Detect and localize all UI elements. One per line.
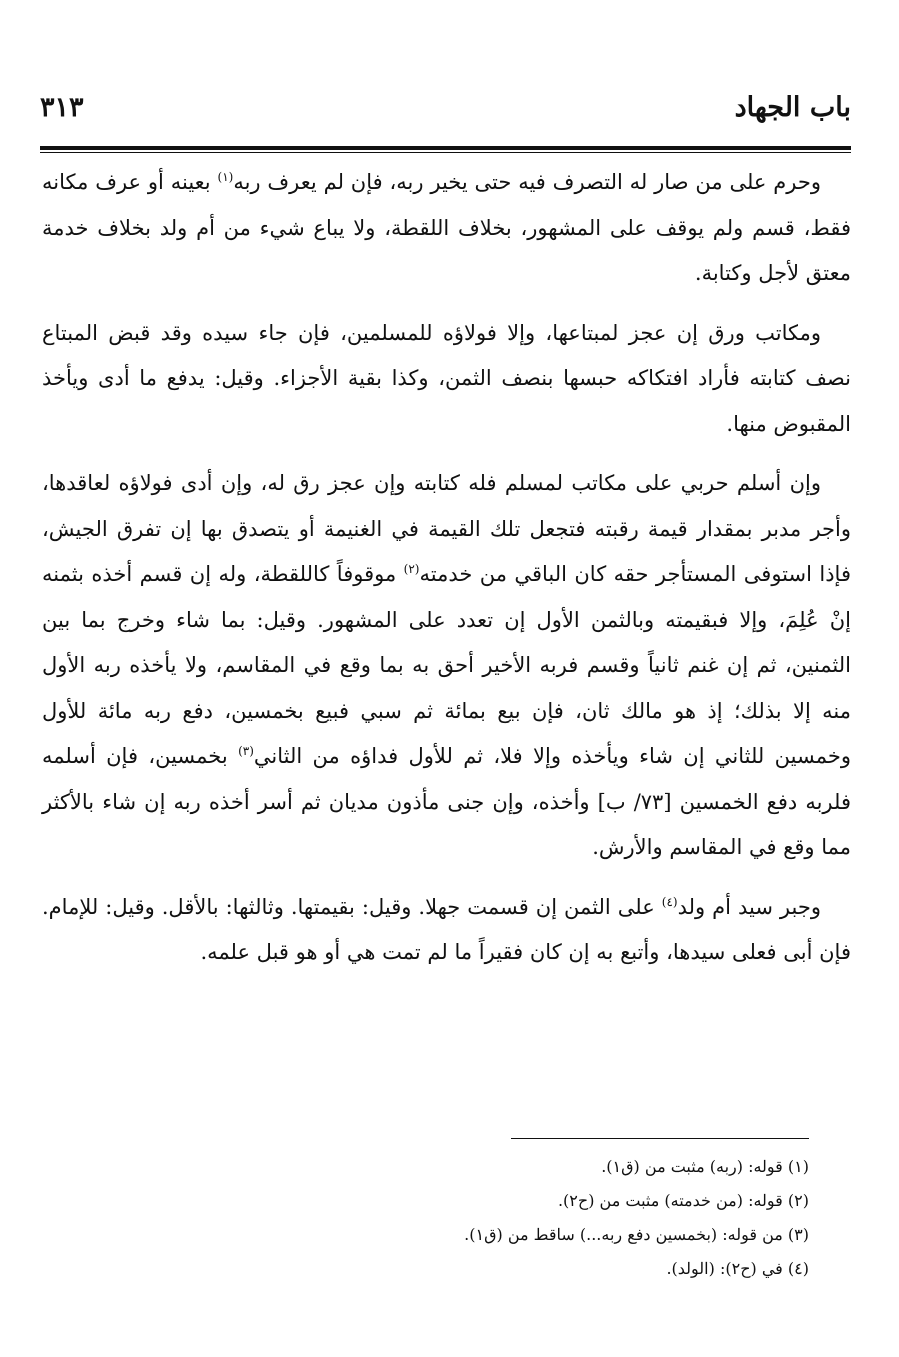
paragraph [42,311,851,448]
footnote-marker: (٣) [238,744,254,758]
paragraph [42,160,851,297]
footnote: (٢) قوله: (من خدمته) مثبت من (ح٢). [557,1191,809,1210]
footnote: (٣) من قوله: (بخمسين دفع ربه...) ساقط من (ق١). [464,1225,809,1244]
paragraph [42,461,851,871]
chapter-title: باب الجهاد [734,92,851,123]
footnote-separator [511,1138,809,1139]
footnote-marker: (٤) [661,894,678,909]
paragraph-text: ومكاتب ورق إن عجز لمبتاعها، وإلا فولاؤه للمسلمين، فإن جاء سيده وقد قبض المبتاع نصف كتابته فأراد افتكاكه حبسها بنصف الثمن، وكذا بقية الأجزاء. وقيل: يدفع ما أدى ويأخذ المقبوض منها. [42,320,851,436]
header-rule-thick [40,146,851,150]
paragraph-text: على الثمن إن قسمت جهلا. وقيل: بقيمتها. وثالثها: بالأقل. وقيل: للإمام. فإن أبى فعلى سيدها، وأتبع به إن كان فقيراً ما لم تمت هي أو هو قبل علمه. [42,894,851,964]
footnote-marker: (٢) [403,562,420,576]
header-rule-thin [40,152,851,153]
paragraph-text: موقوفاً كاللقطة، وله إن قسم أخذه بثمنه إنْ عُلِمَ، وإلا فبقيمته وبالثمن الأول إن تعدد على المشهور. وقيل: بما شاء وخرج بما بين الثمنين، ثم إن غنم ثانياً وقسم فربه الأخير أحق به بما وقع في المقاسم، ولا يأخذه ربه الأول منه إلا بذلك؛ إذ هو مالك ثان، فإن بيع بمائة ثم سبي فبيع بخمسين، دفع ربه مائة للأول وخمسين للثاني إن شاء ويأخذه وإلا فلا، ثم للأول فداؤه من الثاني [42,562,851,768]
paragraph-text: وجبر سيد أم ولد [677,894,821,919]
page-number: ٣١٣ [40,92,84,123]
paragraph [42,885,851,976]
page-header [40,92,851,136]
footnote-marker: (١) [217,170,234,184]
footnote: (١) قوله: (ربه) مثبت من (ق١). [601,1157,809,1176]
paragraph-text: بخمسين، فإن أسلمه فلربه دفع الخمسين [٧٣/ ب] وأخذه، وإن جنى مأذون مديان ثم أسر أخذه ربه إن شاء بالأكثر مما وقع في المقاسم والأرش. [42,744,851,859]
footnote: (٤) في (ح٢): (الولد). [666,1259,809,1278]
paragraph-text: وإن أسلم حربي على مكاتب لمسلم فله كتابته وإن عجز رق له، وإن أدى فولاؤه لعاقدها، وأجر مدبر بمقدار قيمة رقبته فتجعل تلك القيمة في الغنيمة أو يتصدق بها إن تفرق الجيش، فإذا استوفى المستأجر حقه كان الباقي من خدمته [42,471,851,586]
footnotes [60,1150,809,1286]
paragraph-text: وحرم على من صار له التصرف فيه حتى يخير ربه، فإن لم يعرف ربه [233,170,821,194]
main-text [42,160,851,990]
paragraph-text: بعينه أو عرف مكانه فقط، قسم ولم يوقف على المشهور، بخلاف اللقطة، ولا يباع شيء من أم ولد بخلاف خدمة معتق لأجل وكتابة. [42,170,851,285]
